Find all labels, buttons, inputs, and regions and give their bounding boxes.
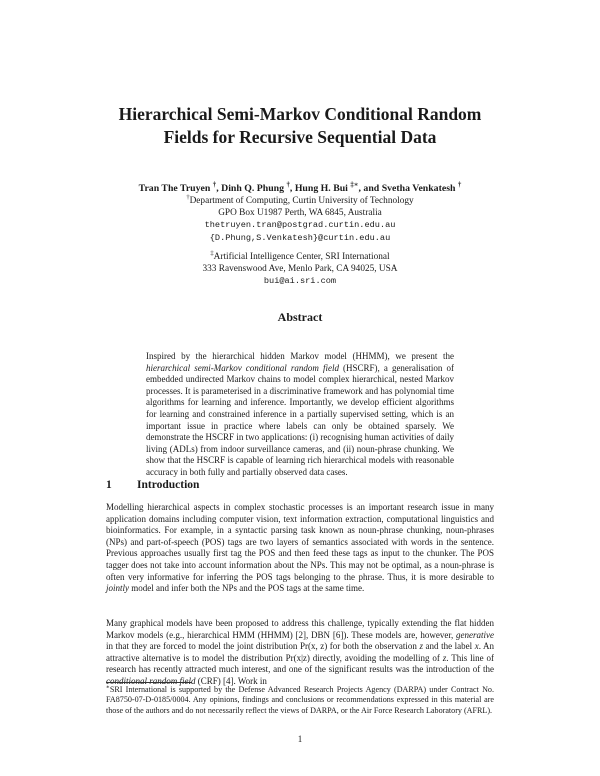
affiliation-mark: †: [286, 181, 290, 189]
footnote-divider: [106, 682, 192, 683]
math: x: [474, 641, 479, 652]
emphasis: generative: [456, 629, 494, 640]
affiliation-mark: †: [457, 181, 462, 189]
intro-paragraph-1: Modelling hierarchical aspects in complex stochastic processes is an important research issue in many application domains including computer vision, text information extraction, computational linguistics and bioinformatics. For example, in a syntactic parsing task known as noun-phrase chunking, noun-phrases (NPs) and part-of-speech (POS) tags are two layers of semantics associated with words in the sentence. Previous approaches usually first tag the POS and then feed these tags as input to the chunker. The POS tagger does not take into account information about the NPs. This may not be optimal, as a noun-phrase is often very informative for inferring the POS tags belonging to the phrase. Thus, it is more desirable to jointly model and infer both the NPs and the POS tags at the same time.: [106, 502, 494, 594]
affiliation-sri: [60, 251, 540, 288]
paper-title: [60, 103, 540, 149]
author-name: Hung H. Bui: [294, 183, 348, 194]
math: Pr(x|z): [285, 652, 310, 663]
section-heading-introduction: [106, 479, 199, 491]
author-name: Svetha Venkatesh: [381, 183, 456, 194]
author-name: Tran The Truyen: [138, 183, 211, 194]
math: Pr(x, z): [299, 641, 328, 652]
title-line-1: Hierarchical Semi-Markov Conditional Random: [118, 104, 482, 124]
math: z: [419, 641, 423, 652]
author-email: bui@ai.sri.com: [263, 276, 337, 287]
affiliation-curtin: [60, 195, 540, 244]
author-name: Dinh Q. Phung: [221, 183, 285, 194]
footnote-text: SRI International is supported by the Defense Advanced Research Projects Agency (DARPA) under Contract No. FA8750-07-D-0185/0004. Any opinions, findings and conclusions or recommendations expressed in this material are those of the authors and do not necessarily reflect the views of DARPA, or the Air Force Research Laboratory (AFRL).: [106, 685, 494, 715]
author-email: {D.Phung,S.Venkatesh}@curtin.edu.au: [209, 232, 391, 243]
page-number: 1: [297, 734, 303, 744]
footnote-mark: ∗: [106, 684, 110, 691]
intro-paragraph-2: Many graphical models have been proposed to address this challenge, typically extending the flat hidden Markov models (e.g., hierarchical HMM (HHMM) [2], DBN [6]). These models are, however, generative in that they are forced to model the joint distribution Pr(x, z) for both the observation z and the label x. An attractive alternative is to model the distribution Pr(x|z) directly, avoiding the modelling of z. This line of research has recently attracted much interest, and one of the significant results was the introduction of the conditional random field (CRF) [4]. Work in: [106, 618, 494, 686]
section-number: 1: [106, 479, 112, 491]
affiliation-org: ‡Artificial Intelligence Center, SRI International: [210, 249, 390, 262]
abstract-heading: Abstract: [277, 310, 323, 324]
emphasis: conditional random field: [106, 675, 196, 686]
author-list: Tran The Truyen †, Dinh Q. Phung †, Hung H. Bui ‡∗, and Svetha Venkatesh †: [138, 181, 462, 194]
math: z: [442, 652, 447, 663]
section-title: Introduction: [137, 479, 200, 491]
affiliation-address: 333 Ravenswood Ave, Menlo Park, CA 94025, USA: [202, 264, 398, 275]
affiliation-mark: †: [212, 181, 217, 189]
affiliation-address: GPO Box U1987 Perth, WA 6845, Australia: [218, 208, 382, 219]
author-email: thetruyen.tran@postgrad.curtin.edu.au: [204, 220, 396, 231]
abstract-text: Inspired by the hierarchical hidden Markov model (HHMM), we present the hierarchical semi-Markov conditional random field (HSCRF), a generalisation of embedded undirected Markov chains to model complex hierarchical, nested Markov processes. It is parameterised in a discriminative framework and has polynomial time algorithms for learning and inference. Importantly, we develop efficient algorithms for learning and constrained inference in a partially supervised setting, which is an important issue in practice where labels can only be obtained sparsely. We demonstrate the HSCRF in two applications: (i) recognising human activities of daily living (ADLs) from indoor surveillance cameras, and (ii) noun-phrase chunking. We show that the HSCRF is capable of learning rich hierarchical models with reasonable accuracy in both fully and partially observed data cases.: [146, 351, 454, 477]
affiliation-dept: †Department of Computing, Curtin University of Technology: [186, 193, 414, 206]
emphasis: hierarchical semi-Markov conditional random field: [146, 362, 339, 373]
emphasis: jointly: [106, 583, 129, 594]
title-line-2: Fields for Recursive Sequential Data: [163, 127, 437, 147]
footnote: [106, 685, 494, 716]
affiliation-mark: ‡∗: [350, 181, 359, 189]
